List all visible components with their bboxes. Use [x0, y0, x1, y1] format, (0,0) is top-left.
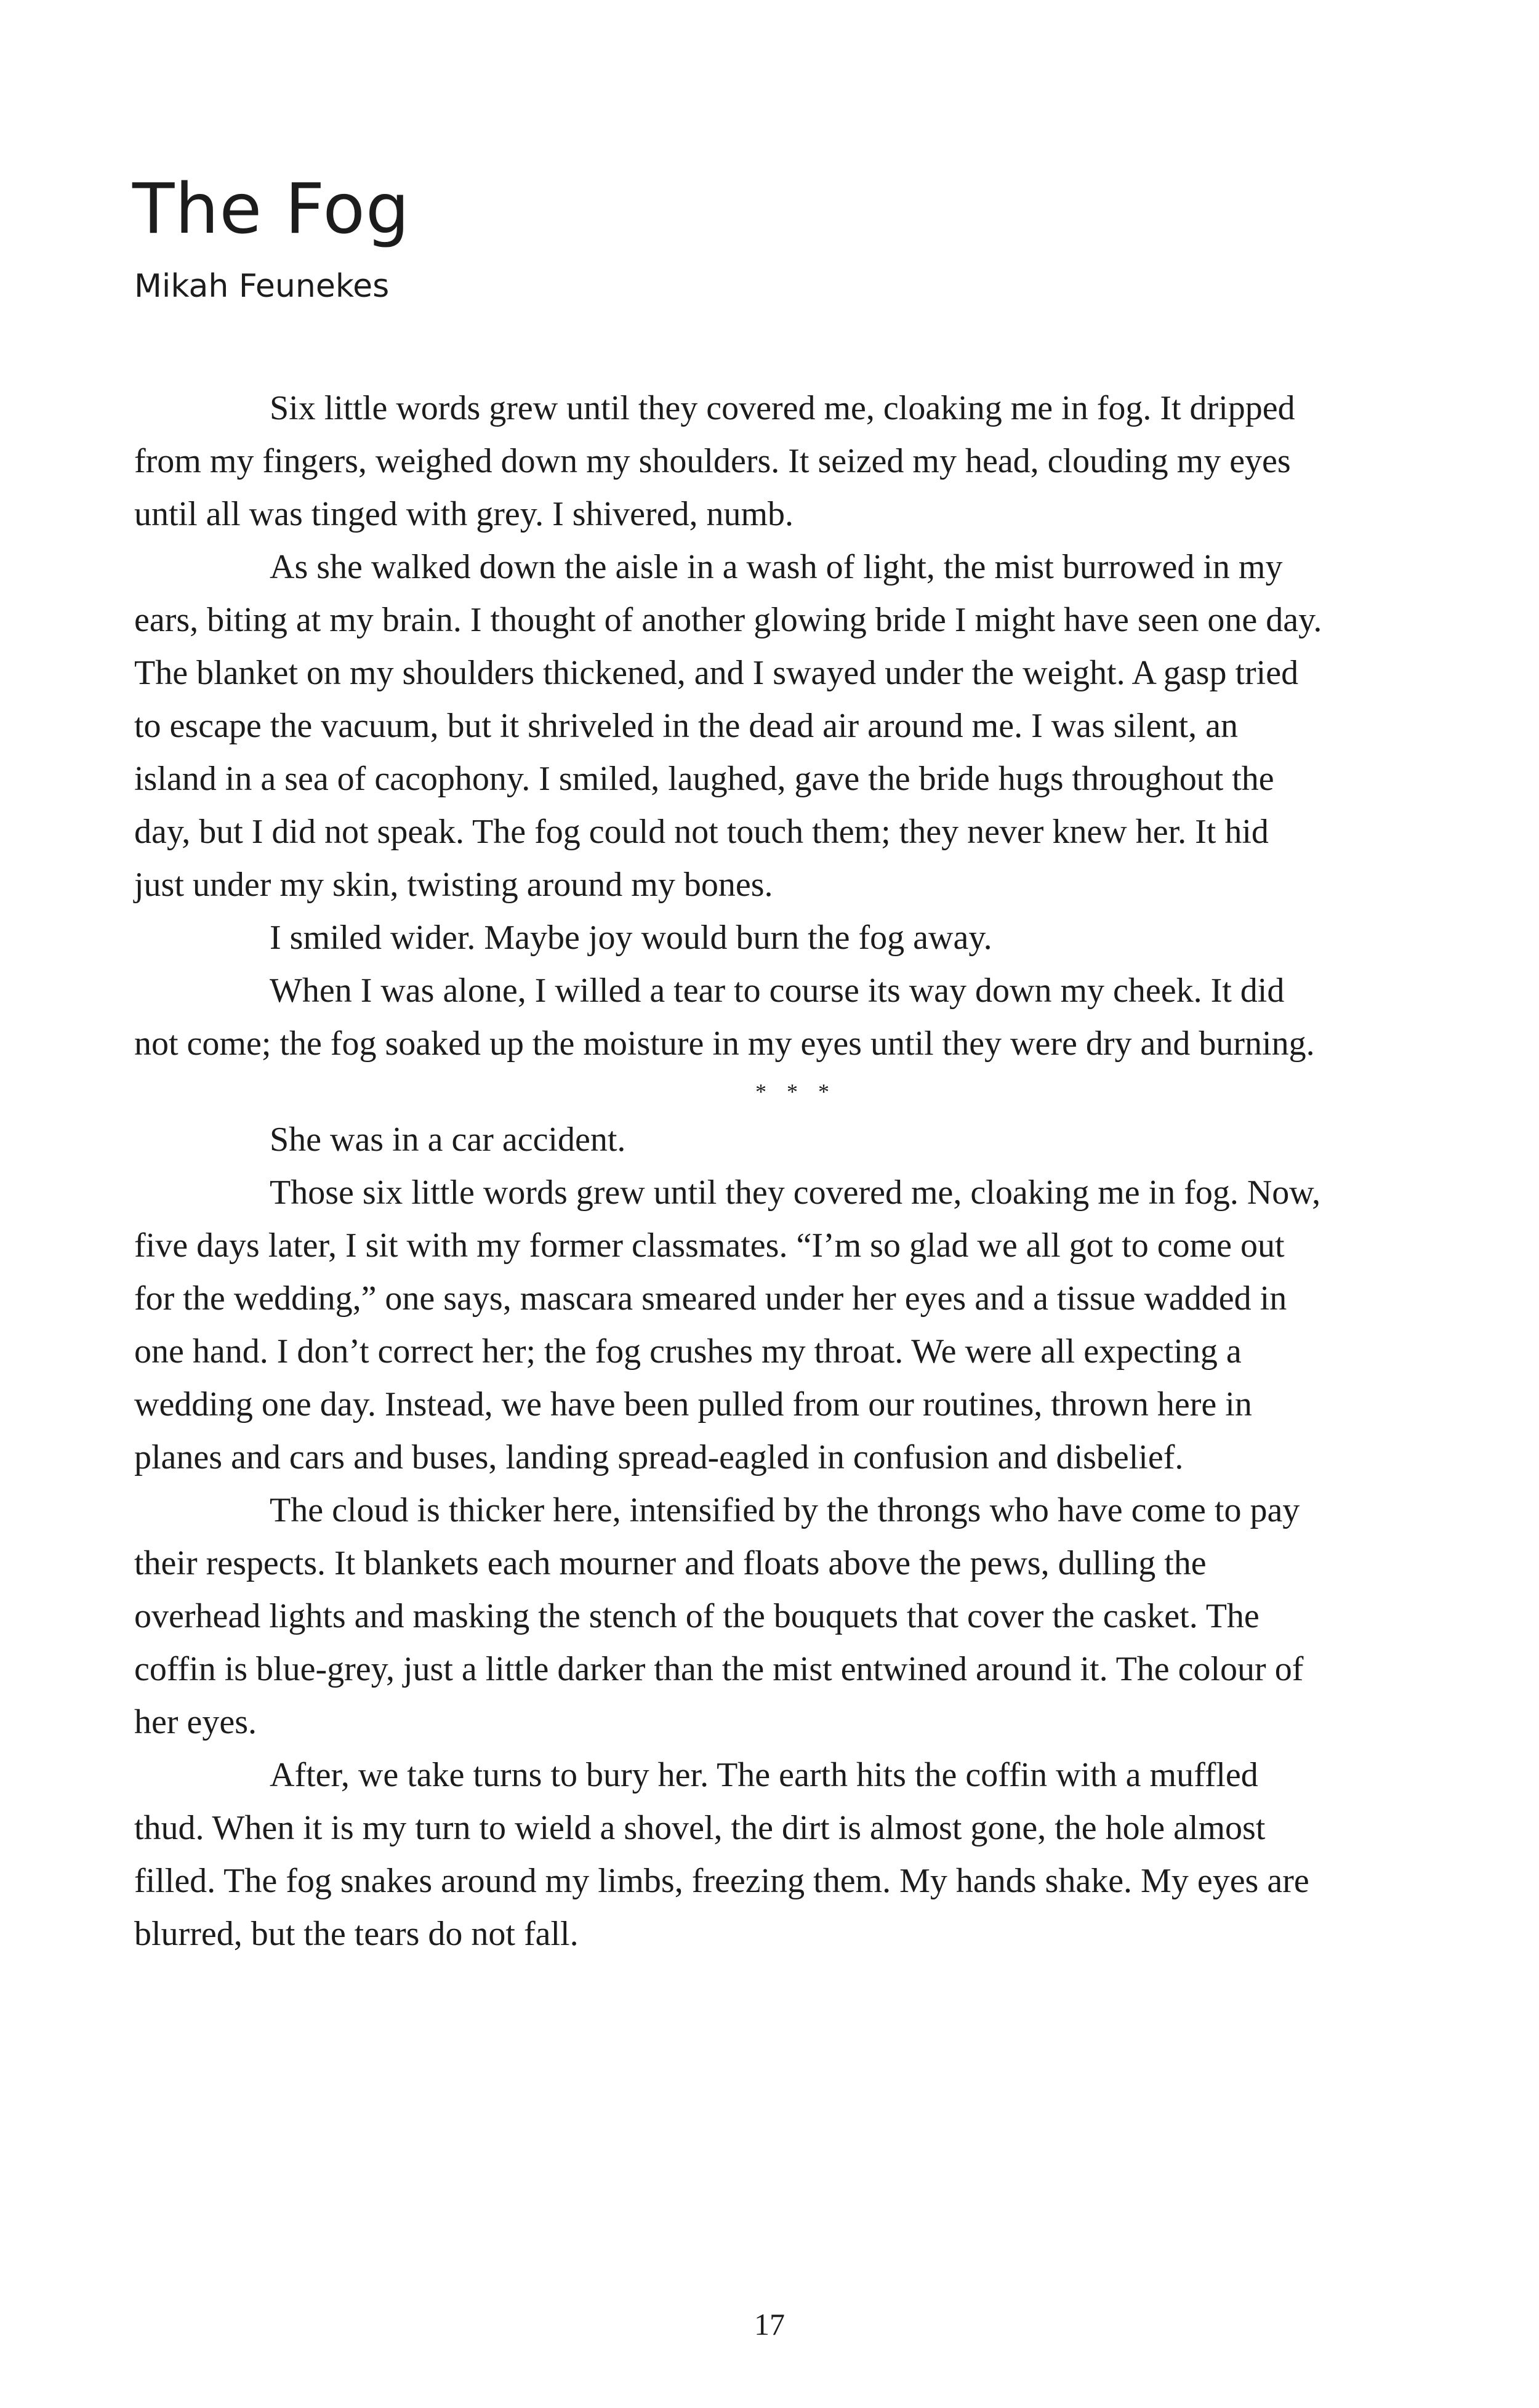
paragraph: Six little words grew until they covered me, cloaking me in fog. It dripped from my fingers, weighed down my shoulders. It seized my head, clouding my eyes until all was tinged with grey. I shivered, numb. — [134, 389, 1295, 533]
paragraph: I smiled wider. Maybe joy would burn the fog away. — [270, 919, 992, 957]
paragraph: After, we take turns to bury her. The earth hits the coffin with a muffled thud. When it is my turn to wield a shovel, the dirt is almost gone, the hole almost filled. The fog snakes around my limbs, freezing them. My hands shake. My eyes are blurred, but the tears do not fall. — [134, 1756, 1309, 1953]
paragraph: Those six little words grew until they covered me, cloaking me in fog. Now, five days later, I sit with my former classmates. “I’m so glad we all got to come out for the wedding,” one says, mascara smeared under her eyes and a tissue wadded in one hand. I don’t correct her; the fog crushes my throat. We were all expecting a wedding one day. Instead, we have been pulled from our routines, thrown here in planes and cars and buses, landing spread-eagled in confusion and disbelief. — [134, 1174, 1321, 1476]
author-name: Mikah Feunekes — [134, 268, 390, 305]
story-title: The Fog — [132, 169, 410, 249]
paragraph: She was in a car accident. — [270, 1121, 626, 1159]
paragraph: The cloud is thicker here, intensified by the throngs who have come to pay their respects. It blankets each mourner and floats above the pews, dulling the overhead lights and masking the stench of the bouquets that cover the casket. The coffin is blue-grey, just a little darker than the mist entwined around it. The colour of her eyes. — [134, 1491, 1304, 1741]
paragraph: When I was alone, I willed a tear to course its way down my cheek. It did not come; the fog soaked up the moisture in my eyes until they were dry and burning. — [134, 972, 1315, 1063]
paragraph: As she walked down the aisle in a wash of light, the mist burrowed in my ears, biting at my brain. I thought of another glowing bride I might have seen one day. The blanket on my shoulders thickened, and I swayed under the weight. A gasp tried to escape the vacuum, but it shriveled in the dead air around me. I was silent, an island in a sea of cacophony. I smiled, laughed, gave the bride hugs throughout the day, but I did not speak. The fog could not touch them; they never knew her. It hid just under my skin, twisting around my bones. — [134, 548, 1322, 904]
page-number: 17 — [754, 2307, 785, 2342]
section-break: * * * — [755, 1079, 837, 1104]
story-body — [134, 382, 1322, 1960]
